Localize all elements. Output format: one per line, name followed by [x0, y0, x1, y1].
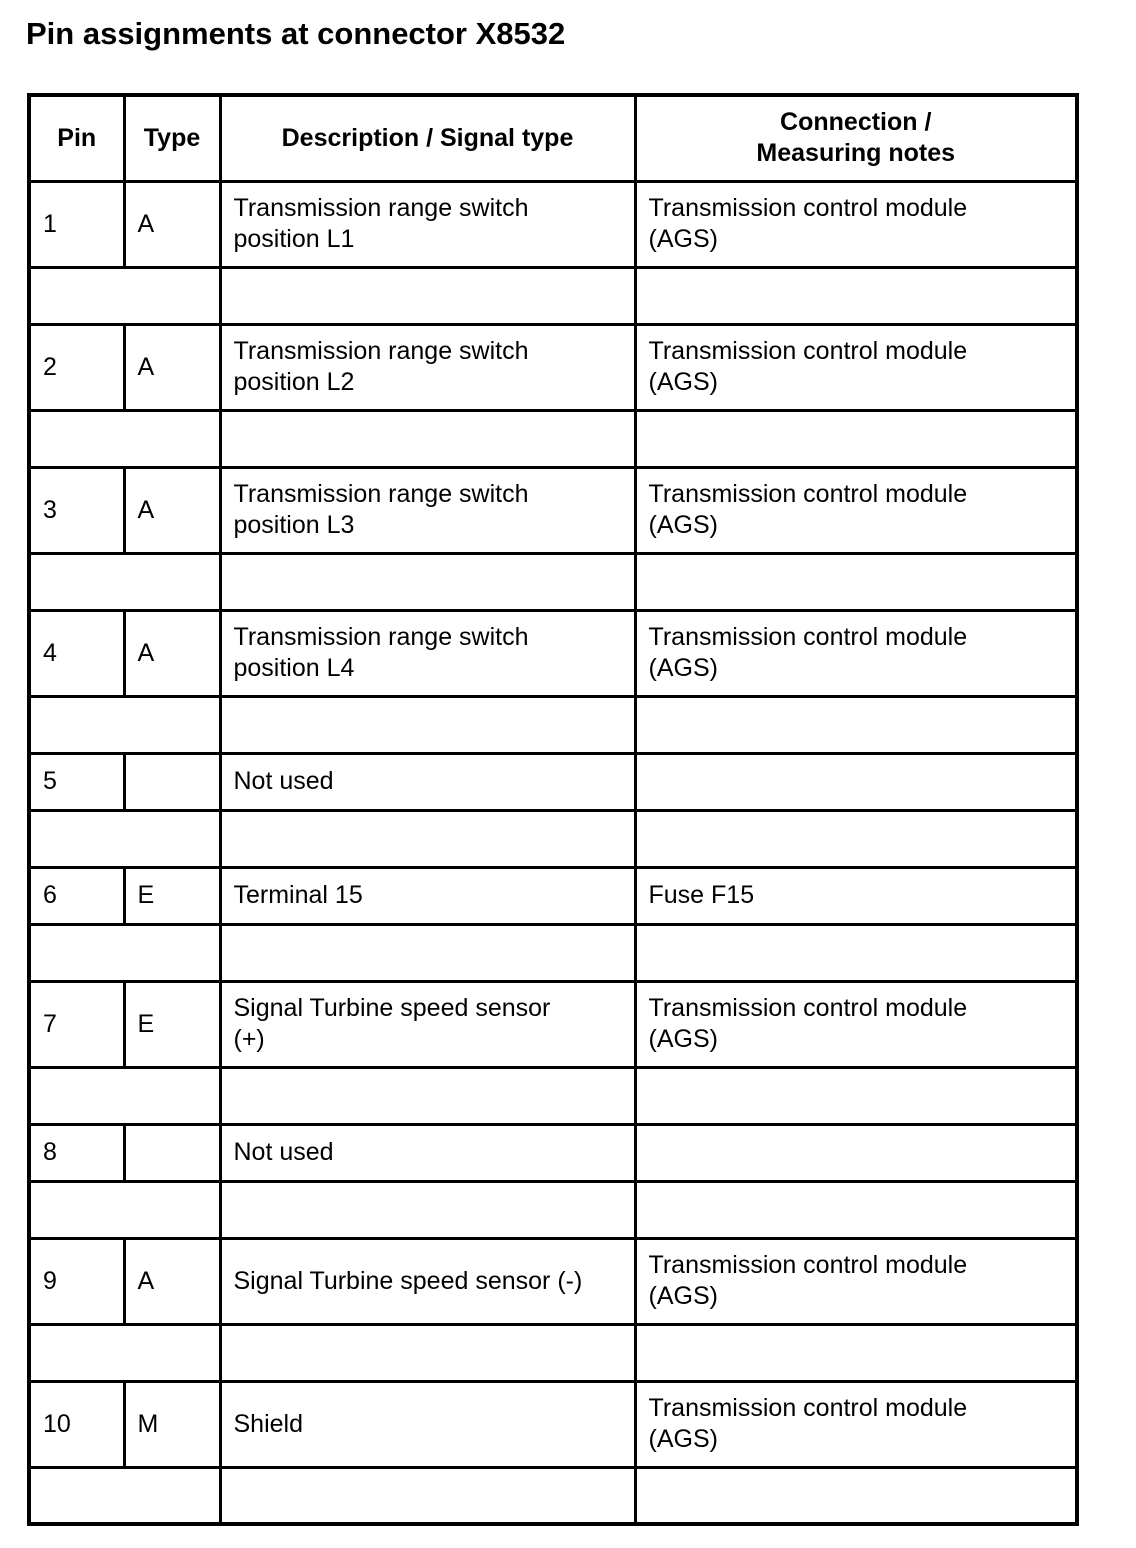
connection-cell: [635, 467, 1077, 553]
spacer-row: [29, 1324, 1077, 1381]
type-cell: [124, 467, 220, 553]
pin-cell: [29, 1381, 124, 1467]
spacer-cell: [635, 924, 1077, 981]
spacer-cell: [29, 267, 220, 324]
connection-text-line2: (AGS): [648, 1025, 718, 1053]
pin-number: 6: [43, 881, 57, 909]
description-text-line2: position L1: [233, 225, 355, 253]
spacer-cell: [29, 1181, 220, 1238]
page-title: Pin assignments at connector X8532: [26, 16, 566, 51]
description-text: Terminal 15: [233, 881, 363, 909]
spacer-cell: [220, 267, 635, 324]
description-text: Not used: [233, 1138, 334, 1166]
pin-cell: [29, 1124, 124, 1181]
description-cell: [220, 753, 635, 810]
pin-number: 2: [43, 352, 57, 381]
description-cell: [220, 1124, 635, 1181]
pin-type: A: [137, 495, 155, 524]
spacer-cell: [220, 1467, 635, 1524]
connection-text: Fuse F15: [648, 881, 755, 909]
connection-text: Transmission control module: [648, 623, 968, 651]
description-cell: [220, 1381, 635, 1467]
spacer-cell: [29, 1467, 220, 1524]
description-text-line2: position L2: [233, 368, 355, 396]
spacer-cell: [29, 1324, 220, 1381]
spacer-cell: [635, 1067, 1077, 1124]
pin-number: 10: [43, 1409, 71, 1438]
description-text: Shield: [233, 1409, 303, 1438]
table-row: [29, 1381, 1077, 1467]
pin-cell: [29, 753, 124, 810]
connection-cell: [635, 867, 1077, 924]
pin-type: M: [137, 1409, 159, 1438]
spacer-cell: [220, 696, 635, 753]
table-row: [29, 181, 1077, 267]
pin-number: 8: [43, 1138, 57, 1166]
pin-table-body: [29, 95, 1077, 1524]
table-row: [29, 324, 1077, 410]
description-cell: [220, 324, 635, 410]
spacer-cell: [635, 1467, 1077, 1524]
table-row: [29, 1238, 1077, 1324]
description-text: Transmission range switch: [233, 337, 529, 365]
connection-cell: [635, 181, 1077, 267]
spacer-cell: [220, 810, 635, 867]
pin-type: E: [137, 1009, 155, 1038]
spacer-row: [29, 1467, 1077, 1524]
spacer-cell: [635, 410, 1077, 467]
spacer-row: [29, 410, 1077, 467]
spacer-cell: [29, 553, 220, 610]
connection-cell: [635, 324, 1077, 410]
header-description: Description / Signal type: [220, 95, 635, 181]
table-row: [29, 610, 1077, 696]
type-cell: [124, 324, 220, 410]
spacer-cell: [220, 1181, 635, 1238]
pin-cell: [29, 324, 124, 410]
table-row: [29, 981, 1077, 1067]
description-text: Transmission range switch: [233, 480, 529, 508]
pin-type: E: [137, 881, 155, 909]
pin-cell: [29, 867, 124, 924]
pin-number: 7: [43, 1009, 57, 1038]
description-text-line2: position L4: [233, 654, 355, 682]
connection-text-line2: (AGS): [648, 1282, 718, 1310]
spacer-cell: [220, 1324, 635, 1381]
header-pin: Pin: [29, 95, 124, 181]
description-text: Signal Turbine speed sensor: [233, 994, 551, 1022]
description-cell: [220, 181, 635, 267]
spacer-cell: [29, 1067, 220, 1124]
connection-text-line2: (AGS): [648, 1425, 718, 1453]
connection-text: Transmission control module: [648, 337, 968, 365]
header-row: [29, 95, 1077, 181]
connection-text-line2: (AGS): [648, 225, 718, 253]
table-row: [29, 467, 1077, 553]
pin-cell: [29, 610, 124, 696]
type-cell: [124, 610, 220, 696]
description-text: Signal Turbine speed sensor (-): [233, 1266, 583, 1295]
type-cell: [124, 181, 220, 267]
spacer-cell: [220, 553, 635, 610]
spacer-row: [29, 810, 1077, 867]
description-text: Not used: [233, 767, 334, 795]
pin-number: 5: [43, 767, 57, 795]
spacer-cell: [29, 810, 220, 867]
header-connection-line2: Measuring notes: [756, 139, 956, 168]
type-cell: [124, 753, 220, 810]
spacer-row: [29, 267, 1077, 324]
table-row: [29, 753, 1077, 810]
type-cell: [124, 981, 220, 1067]
spacer-cell: [635, 810, 1077, 867]
pin-cell: [29, 467, 124, 553]
spacer-cell: [635, 553, 1077, 610]
spacer-cell: [220, 410, 635, 467]
description-text-line2: (+): [233, 1025, 265, 1053]
type-cell: [124, 1124, 220, 1181]
spacer-cell: [635, 696, 1077, 753]
spacer-cell: [635, 1324, 1077, 1381]
description-cell: [220, 467, 635, 553]
connection-text-line2: (AGS): [648, 654, 718, 682]
connection-text-line2: (AGS): [648, 368, 718, 396]
pin-cell: [29, 981, 124, 1067]
pin-type: A: [137, 209, 155, 238]
connection-text: Transmission control module: [648, 480, 968, 508]
spacer-cell: [29, 696, 220, 753]
spacer-cell: [635, 1181, 1077, 1238]
connection-text: Transmission control module: [648, 994, 968, 1022]
connection-cell: [635, 1238, 1077, 1324]
spacer-row: [29, 553, 1077, 610]
type-cell: [124, 1381, 220, 1467]
connection-text: Transmission control module: [648, 194, 968, 222]
connection-text-line2: (AGS): [648, 511, 718, 539]
header-connection-line1: Connection /: [780, 108, 932, 137]
header-connection: [635, 95, 1077, 181]
spacer-cell: [220, 924, 635, 981]
spacer-row: [29, 1067, 1077, 1124]
connection-text: Transmission control module: [648, 1251, 968, 1279]
description-cell: [220, 981, 635, 1067]
pin-assignment-table: [27, 93, 1079, 1526]
pin-number: 9: [43, 1266, 57, 1295]
pin-cell: [29, 1238, 124, 1324]
spacer-row: [29, 924, 1077, 981]
header-type: Type: [124, 95, 220, 181]
pin-number: 1: [43, 209, 57, 238]
pin-type: A: [137, 352, 155, 381]
spacer-cell: [29, 410, 220, 467]
spacer-cell: [220, 1067, 635, 1124]
description-text: Transmission range switch: [233, 623, 529, 651]
spacer-row: [29, 696, 1077, 753]
pin-cell: [29, 181, 124, 267]
connection-cell: [635, 610, 1077, 696]
table-row: [29, 1124, 1077, 1181]
description-cell: [220, 1238, 635, 1324]
pin-number: 3: [43, 495, 57, 524]
connection-cell: [635, 753, 1077, 810]
spacer-cell: [29, 924, 220, 981]
type-cell: [124, 867, 220, 924]
connection-cell: [635, 1124, 1077, 1181]
connection-cell: [635, 1381, 1077, 1467]
connection-cell: [635, 981, 1077, 1067]
description-text: Transmission range switch: [233, 194, 529, 222]
description-text-line2: position L3: [233, 511, 355, 539]
table-row: [29, 867, 1077, 924]
description-cell: [220, 867, 635, 924]
spacer-row: [29, 1181, 1077, 1238]
pin-type: A: [137, 638, 155, 667]
type-cell: [124, 1238, 220, 1324]
description-cell: [220, 610, 635, 696]
pin-type: A: [137, 1266, 155, 1295]
connection-text: Transmission control module: [648, 1394, 968, 1422]
pin-number: 4: [43, 638, 57, 667]
spacer-cell: [635, 267, 1077, 324]
